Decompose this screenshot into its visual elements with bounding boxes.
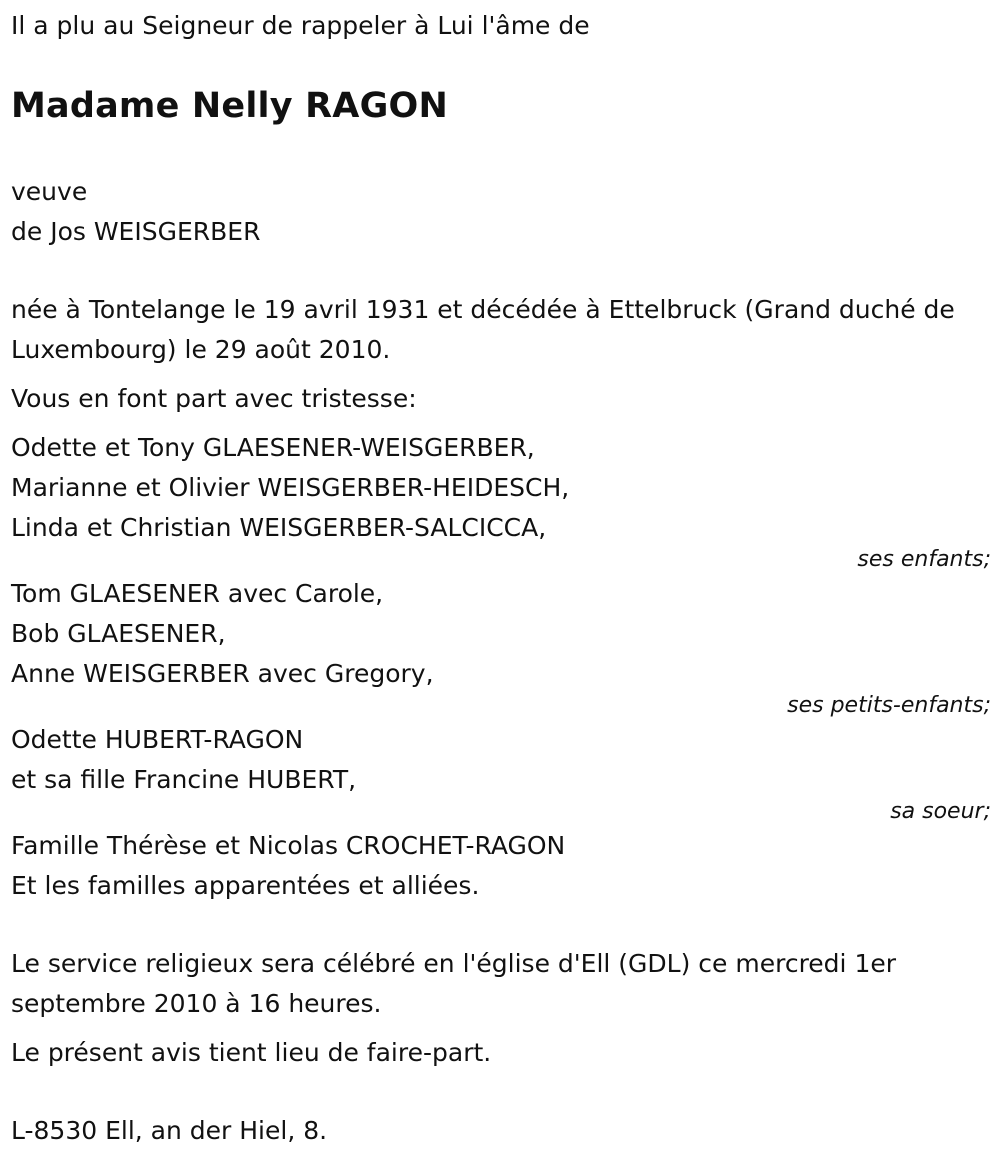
obituary-notice: [11, 6, 991, 1151]
children-group: [11, 428, 991, 572]
sister-label: sa soeur;: [890, 799, 991, 824]
child-line: Linda et Christian WEISGERBER-SALCICCA,: [11, 513, 547, 542]
grandchildren-group: [11, 574, 991, 718]
grandchild-line: Anne WEISGERBER avec Gregory,: [11, 659, 434, 688]
service-info: Le service religieux sera célébré en l'église d'Ell (GDL) ce mercredi 1er septembre 2010 à 16 heures.: [11, 949, 897, 1018]
announcement-text: Vous en font part avec tristesse:: [11, 384, 417, 413]
notice-text: Le présent avis tient lieu de faire-part.: [11, 1038, 492, 1067]
grandchildren-label: ses petits-enfants;: [787, 693, 991, 718]
birth-death-info: née à Tontelange le 19 avril 1931 et décédée à Ettelbruck (Grand duché de Luxembourg) le 29 août 2010.: [11, 295, 955, 364]
sister-line: Odette HUBERT-RAGON: [11, 725, 304, 754]
address-text: L-8530 Ell, an der Hiel, 8.: [11, 1116, 328, 1145]
grandchild-line: Bob GLAESENER,: [11, 619, 226, 648]
widow-status: veuve: [11, 177, 88, 206]
child-line: Odette et Tony GLAESENER-WEISGERBER,: [11, 433, 535, 462]
children-label: ses enfants;: [857, 547, 991, 572]
family-line: Famille Thérèse et Nicolas CROCHET-RAGON: [11, 831, 566, 860]
family-group: [11, 826, 991, 906]
intro-text: Il a plu au Seigneur de rappeler à Lui l'âme de: [11, 11, 590, 40]
spouse-name: de Jos WEISGERBER: [11, 217, 261, 246]
child-line: Marianne et Olivier WEISGERBER-HEIDESCH,: [11, 473, 570, 502]
family-line: Et les familles apparentées et alliées.: [11, 871, 480, 900]
sister-group: [11, 720, 991, 824]
sister-line: et sa fille Francine HUBERT,: [11, 765, 357, 794]
deceased-name: Madame Nelly RAGON: [11, 86, 448, 126]
grandchild-line: Tom GLAESENER avec Carole,: [11, 579, 384, 608]
